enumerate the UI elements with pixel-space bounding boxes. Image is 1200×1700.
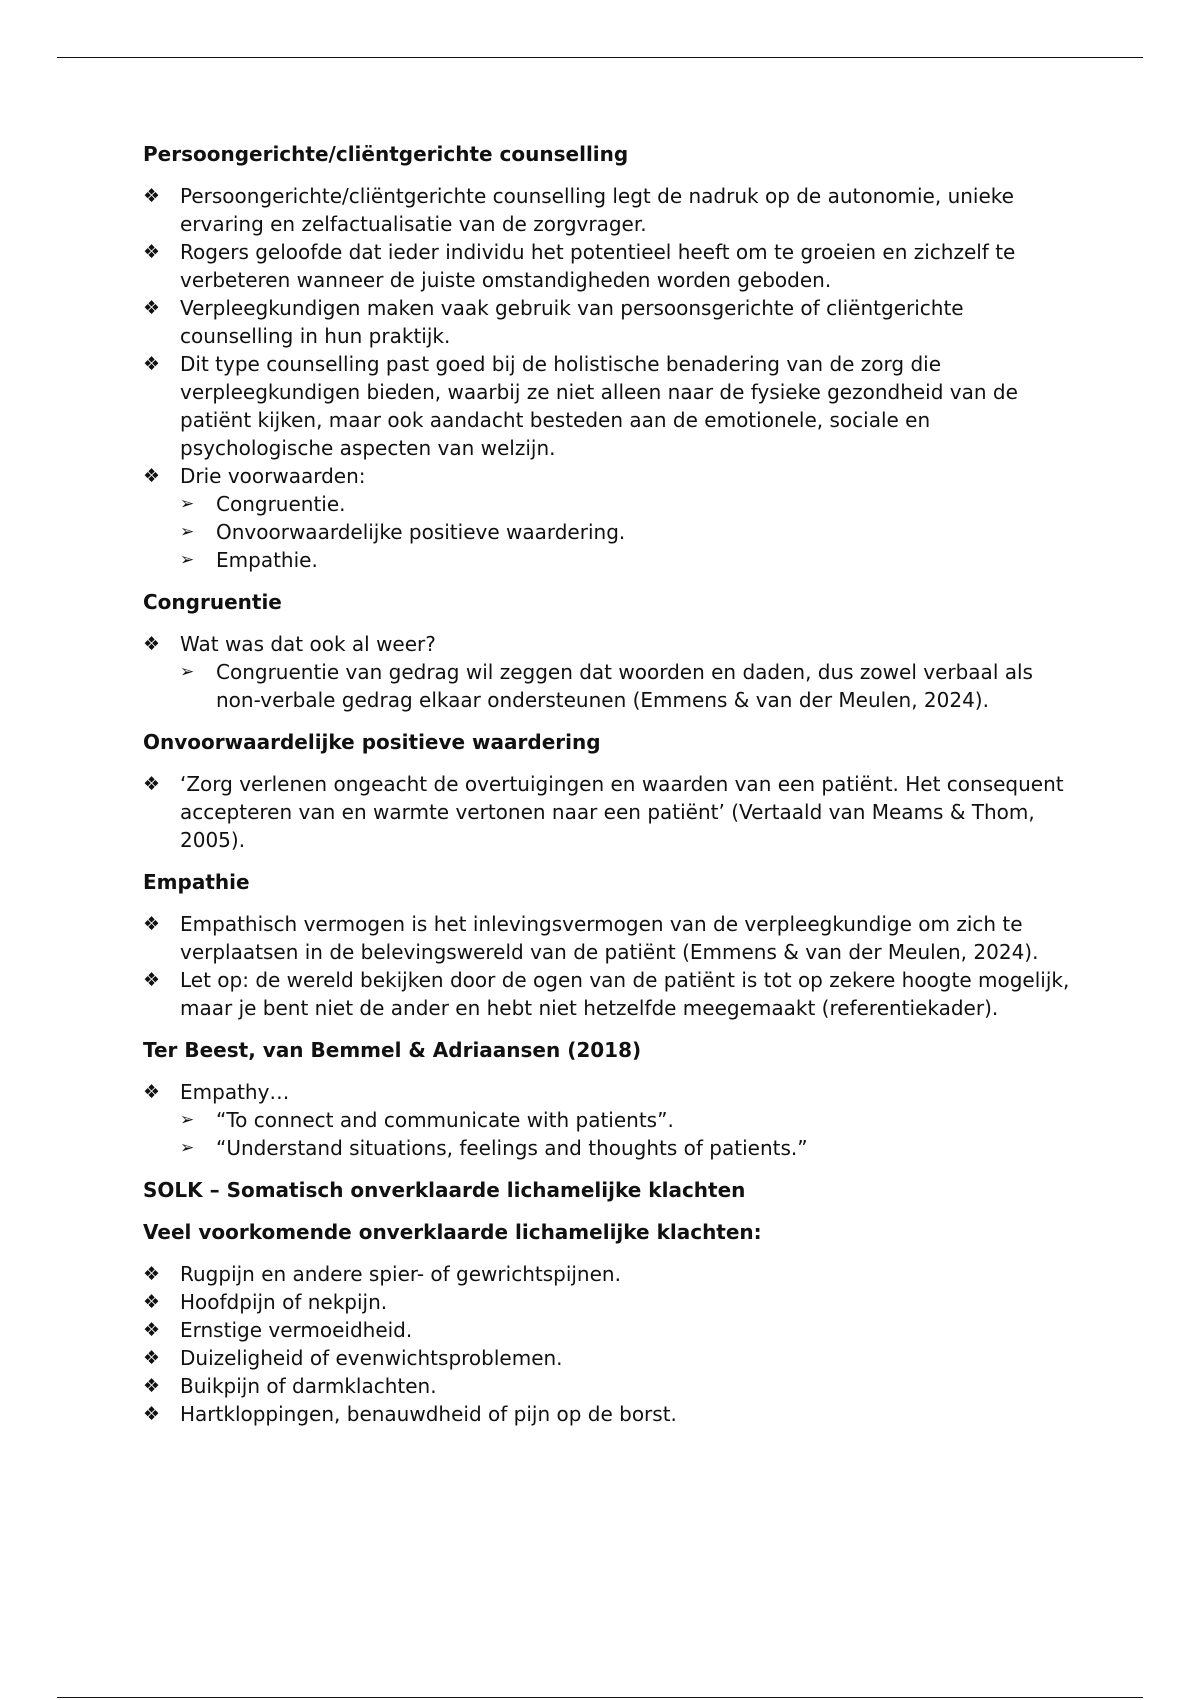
section-empathie <box>143 868 1083 1022</box>
sub-list-item: ➢ Congruentie. <box>180 492 346 516</box>
section-heading: Onvoorwaardelijke positieve waardering <box>143 730 601 754</box>
section-heading: Congruentie <box>143 590 282 614</box>
section-ter-beest <box>143 1036 1083 1162</box>
diamond-bullet-icon: ❖ <box>143 241 161 263</box>
bullet-list <box>143 182 1083 574</box>
list-item: ❖ Ernstige vermoeidheid. <box>143 1318 413 1342</box>
diamond-bullet-icon: ❖ <box>143 1403 161 1425</box>
list-item: ❖ Hartkloppingen, benauwdheid of pijn op de borst. <box>143 1402 677 1426</box>
list-item: ❖ Let op: de wereld bekijken door de ogen van de patiënt is tot op zekere hoogte mogelijk, maar je bent niet de ander en hebt niet hetzelfde meegemaakt (referentiekader). <box>143 968 1070 1020</box>
arrow-bullet-icon: ➢ <box>180 522 195 542</box>
diamond-bullet-icon: ❖ <box>143 913 161 935</box>
diamond-bullet-icon: ❖ <box>143 773 161 795</box>
header-rule <box>57 57 1143 58</box>
section-heading: Veel voorkomende onverklaarde lichamelijke klachten: <box>143 1220 762 1244</box>
sub-list <box>180 658 1083 714</box>
section-heading: Empathie <box>143 870 250 894</box>
list-item: ❖ Wat was dat ook al weer? ➢ Congruentie van gedrag wil zeggen dat woorden en daden, dus zowel verbaal als non-verbale gedrag elkaar ondersteunen (Emmens & van der Meulen, 2024). <box>143 630 1083 714</box>
diamond-bullet-icon: ❖ <box>143 1375 161 1397</box>
list-item: ❖ Persoongerichte/cliëntgerichte counselling legt de nadruk op de autonomie, unieke ervaring en zelfactualisatie van de zorgvrager. <box>143 184 1014 236</box>
arrow-bullet-icon: ➢ <box>180 494 195 514</box>
list-item: ❖ Buikpijn of darmklachten. <box>143 1374 437 1398</box>
section-heading: Persoongerichte/cliëntgerichte counselling <box>143 142 629 166</box>
bullet-list <box>143 910 1083 1022</box>
document-body <box>143 140 1083 1442</box>
list-item: ❖ Rogers geloofde dat ieder individu het potentieel heeft om te groeien en zichzelf te verbeteren wanneer de juiste omstandigheden worden geboden. <box>143 240 1016 292</box>
sub-list <box>180 1106 1083 1162</box>
list-item: ❖ Empathy… ➢ “To connect and communicate with patients”. ➢ “Understand situations, feelings and thoughts of patients.” <box>143 1078 1083 1162</box>
diamond-bullet-icon: ❖ <box>143 1319 161 1341</box>
sub-list-item: ➢ “To connect and communicate with patients”. <box>180 1108 674 1132</box>
arrow-bullet-icon: ➢ <box>180 662 195 682</box>
list-item: ❖ Drie voorwaarden: ➢ Congruentie. ➢ Onvoorwaardelijke positieve waardering. ➢ Empathie. <box>143 462 1083 574</box>
bullet-list <box>143 1260 1083 1428</box>
list-item: ❖ ‘Zorg verlenen ongeacht de overtuigingen en waarden van een patiënt. Het consequent accepteren van en warmte vertonen naar een patiënt’ (Vertaald van Meams & Thom, 2005). <box>143 772 1064 852</box>
list-item: ❖ Rugpijn en andere spier- of gewrichtspijnen. <box>143 1262 621 1286</box>
arrow-bullet-icon: ➢ <box>180 1138 195 1158</box>
section-unconditional-positive-regard <box>143 728 1083 854</box>
footer-rule <box>57 1697 1143 1698</box>
section-common-complaints <box>143 1218 1083 1428</box>
arrow-bullet-icon: ➢ <box>180 550 195 570</box>
sub-list <box>180 490 1083 574</box>
section-congruentie <box>143 588 1083 714</box>
diamond-bullet-icon: ❖ <box>143 969 161 991</box>
sub-list-item: ➢ Onvoorwaardelijke positieve waardering. <box>180 520 626 544</box>
bullet-list <box>143 770 1083 854</box>
section-heading: SOLK – Somatisch onverklaarde lichamelijke klachten <box>143 1178 746 1202</box>
sub-list-item: ➢ Empathie. <box>180 548 318 572</box>
list-item: ❖ Verpleegkundigen maken vaak gebruik van persoonsgerichte of cliëntgerichte counselling in hun praktijk. <box>143 296 964 348</box>
list-item: ❖ Duizeligheid of evenwichtsproblemen. <box>143 1346 563 1370</box>
diamond-bullet-icon: ❖ <box>143 1347 161 1369</box>
sub-list-item: ➢ “Understand situations, feelings and thoughts of patients.” <box>180 1136 808 1160</box>
diamond-bullet-icon: ❖ <box>143 297 161 319</box>
list-item: ❖ Dit type counselling past goed bij de holistische benadering van de zorg die verpleegkundigen bieden, waarbij ze niet alleen naar de fysieke gezondheid van de patiënt kijken, maar ook aandacht besteden aan de emotionele, sociale en psychologische aspecten van welzijn. <box>143 352 1018 460</box>
list-item: ❖ Hoofdpijn of nekpijn. <box>143 1290 388 1314</box>
sub-list-item: ➢ Congruentie van gedrag wil zeggen dat woorden en daden, dus zowel verbaal als non-verbale gedrag elkaar ondersteunen (Emmens & van der Meulen, 2024). <box>180 660 1033 712</box>
section-solk <box>143 1176 1083 1204</box>
diamond-bullet-icon: ❖ <box>143 185 161 207</box>
bullet-list <box>143 1078 1083 1162</box>
diamond-bullet-icon: ❖ <box>143 1263 161 1285</box>
section-heading: Ter Beest, van Bemmel & Adriaansen (2018) <box>143 1038 642 1062</box>
diamond-bullet-icon: ❖ <box>143 1291 161 1313</box>
diamond-bullet-icon: ❖ <box>143 353 161 375</box>
diamond-bullet-icon: ❖ <box>143 1081 161 1103</box>
section-client-centered-counselling <box>143 140 1083 574</box>
diamond-bullet-icon: ❖ <box>143 465 161 487</box>
bullet-list <box>143 630 1083 714</box>
diamond-bullet-icon: ❖ <box>143 633 161 655</box>
arrow-bullet-icon: ➢ <box>180 1110 195 1130</box>
list-item: ❖ Empathisch vermogen is het inlevingsvermogen van de verpleegkundige om zich te verplaatsen in de belevingswereld van de patiënt (Emmens & van der Meulen, 2024). <box>143 912 1039 964</box>
